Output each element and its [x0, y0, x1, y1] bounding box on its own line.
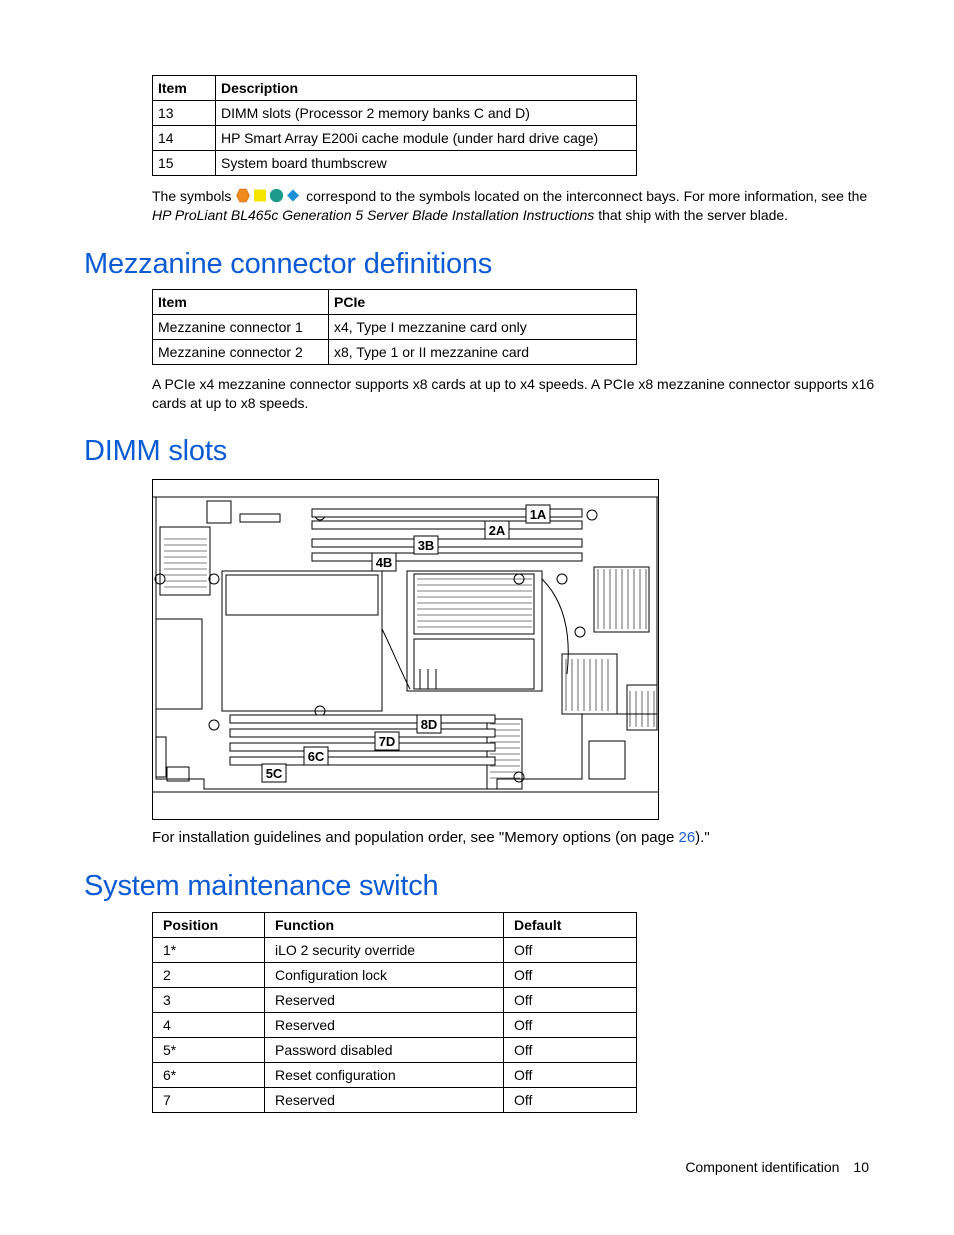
- dimm-slots-heading: DIMM slots: [84, 435, 228, 467]
- page-footer: [671, 1159, 869, 1175]
- switch-position: 1*: [153, 938, 265, 963]
- switch-position: 7: [153, 1088, 265, 1113]
- slot-label-1a: 1A: [529, 507, 547, 522]
- memory-options-page-link[interactable]: 26: [678, 829, 696, 846]
- item-description: DIMM slots (Processor 2 memory banks C and D): [216, 101, 637, 126]
- switch-position: 4: [153, 1013, 265, 1038]
- orange-hexagon-icon: [235, 188, 251, 203]
- col-header-pcie: PCIe: [329, 290, 637, 315]
- connector-pcie: x8, Type 1 or II mezzanine card: [329, 340, 637, 365]
- table-row: [153, 315, 637, 340]
- switch-function: Configuration lock: [265, 963, 504, 988]
- item-number: 13: [153, 101, 216, 126]
- slot-label-2a: 2A: [488, 523, 506, 538]
- slot-label-3b: 3B: [417, 538, 435, 553]
- blue-diamond-icon: [286, 188, 300, 203]
- table-row: [153, 126, 637, 151]
- dimm-install-note: For installation guidelines and population order, see "Memory options (on page 26).": [152, 829, 710, 846]
- mezzanine-note: A PCIe x4 mezzanine connector supports x8 cards at up to x4 speeds. A PCIe x8 mezzanine connector supports x16 cards at up to x8 speeds.: [152, 376, 875, 411]
- page-number: 10: [853, 1159, 869, 1175]
- switch-position: 5*: [153, 1038, 265, 1063]
- switch-function: Reserved: [265, 1013, 504, 1038]
- switch-position: 2: [153, 963, 265, 988]
- switch-position: 6*: [153, 1063, 265, 1088]
- connector-name: Mezzanine connector 1: [153, 315, 329, 340]
- item-description: System board thumbscrew: [216, 151, 637, 176]
- col-header-item: Item: [153, 290, 329, 315]
- footer-section: Component identification: [685, 1159, 840, 1175]
- switch-default: Off: [504, 1038, 637, 1063]
- table-row: [153, 1063, 637, 1088]
- table-row: [153, 1038, 637, 1063]
- switch-function: Reserved: [265, 1088, 504, 1113]
- mezzanine-heading: Mezzanine connector definitions: [84, 248, 493, 280]
- col-header-default: Default: [504, 913, 637, 938]
- switch-position: 3: [153, 988, 265, 1013]
- dimm-slots-diagram: [152, 479, 659, 820]
- items-table: [152, 75, 637, 176]
- table-row: [153, 1013, 637, 1038]
- slot-label-4b: 4B: [375, 555, 393, 570]
- table-row: [153, 988, 637, 1013]
- table-row: [153, 151, 637, 176]
- maintenance-switch-table: [152, 912, 637, 1113]
- switch-default: Off: [504, 1013, 637, 1038]
- switch-default: Off: [504, 938, 637, 963]
- table-row: [153, 340, 637, 365]
- symbols-note: The symbols correspond to the symbols located on the interconnect bays. For more information, see the HP ProLiant BL465c Generation 5 Server Blade Installation Instructions that ship with the server blade.: [152, 188, 868, 223]
- item-number: 15: [153, 151, 216, 176]
- connector-name: Mezzanine connector 2: [153, 340, 329, 365]
- switch-function: Reset configuration: [265, 1063, 504, 1088]
- table-row: [153, 963, 637, 988]
- item-number: 14: [153, 126, 216, 151]
- installation-instructions-title: HP ProLiant BL465c Generation 5 Server Blade Installation Instructions: [152, 207, 595, 223]
- slot-label-6c: 6C: [307, 749, 325, 764]
- connector-pcie: x4, Type I mezzanine card only: [329, 315, 637, 340]
- switch-default: Off: [504, 1088, 637, 1113]
- table-row: [153, 101, 637, 126]
- col-header-description: Description: [216, 76, 637, 101]
- switch-function: Password disabled: [265, 1038, 504, 1063]
- yellow-square-icon: [253, 188, 267, 203]
- col-header-item: Item: [153, 76, 216, 101]
- slot-label-7d: 7D: [378, 734, 396, 749]
- table-row: [153, 938, 637, 963]
- table-row: [153, 1088, 637, 1113]
- switch-function: iLO 2 security override: [265, 938, 504, 963]
- system-maintenance-switch-heading: System maintenance switch: [84, 870, 439, 902]
- col-header-position: Position: [153, 913, 265, 938]
- switch-function: Reserved: [265, 988, 504, 1013]
- item-description: HP Smart Array E200i cache module (under hard drive cage): [216, 126, 637, 151]
- col-header-function: Function: [265, 913, 504, 938]
- mezzanine-table: [152, 289, 637, 365]
- switch-default: Off: [504, 963, 637, 988]
- switch-default: Off: [504, 988, 637, 1013]
- slot-label-5c: 5C: [265, 766, 283, 781]
- green-circle-icon: [269, 188, 284, 203]
- slot-label-8d: 8D: [420, 717, 438, 732]
- switch-default: Off: [504, 1063, 637, 1088]
